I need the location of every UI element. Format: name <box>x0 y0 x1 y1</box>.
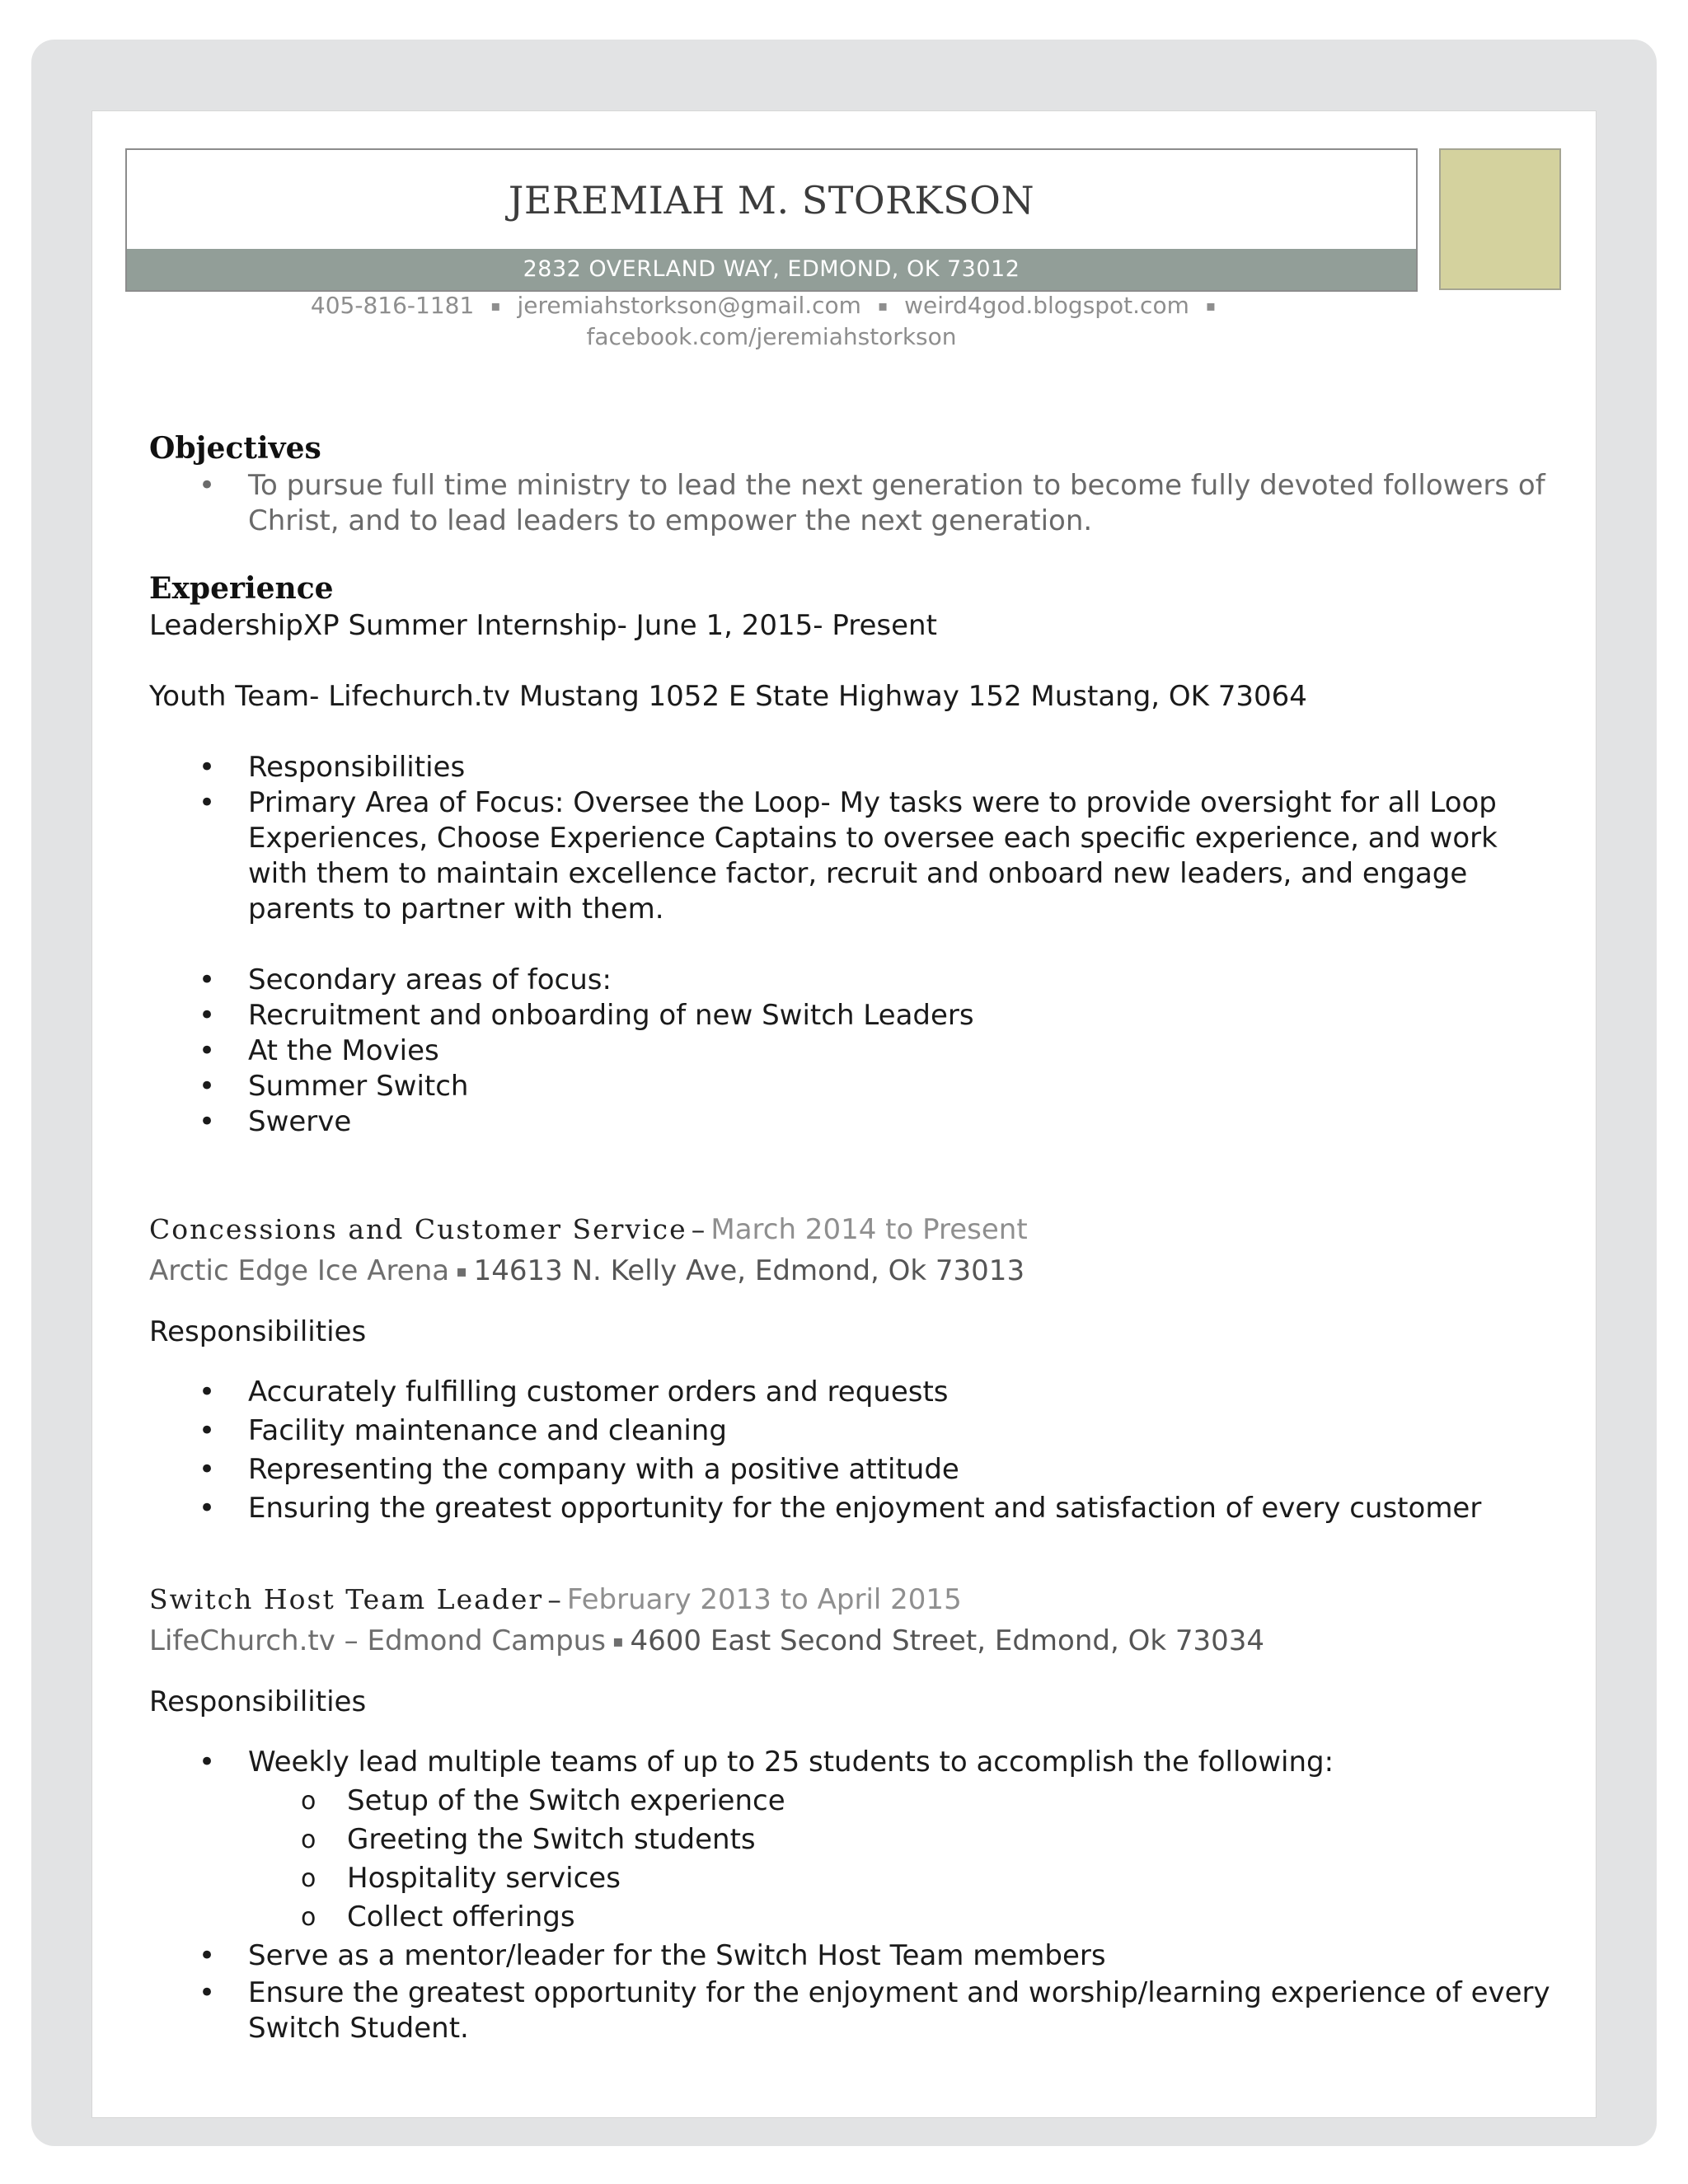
job-header <box>149 1581 1550 1623</box>
experience-heading: Experience <box>149 571 334 606</box>
resume-name: JEREMIAH M. STORKSON <box>508 178 1035 223</box>
separator: ▪ <box>490 298 501 315</box>
list-item: • Representing the company with a positive attitude <box>149 1451 1550 1489</box>
job-title: Concessions and Customer Service <box>149 1213 687 1245</box>
company-address: 4600 East Second Street, Edmond, Ok 73034 <box>630 1624 1265 1657</box>
company-address: 14613 N. Kelly Ave, Edmond, Ok 73013 <box>473 1254 1025 1287</box>
secondary-focus-list <box>149 963 1550 1140</box>
title-dash: – <box>691 1213 707 1245</box>
sub-list-item: o Collect offerings <box>149 1898 1550 1937</box>
list-item: • Accurately fulfilling customer orders and requests <box>149 1373 1550 1412</box>
decorative-square <box>1439 148 1561 290</box>
list-item: • Recruitment and onboarding of new Switch Leaders <box>149 998 1550 1033</box>
company-name: LifeChurch.tv – Edmond Campus <box>149 1624 606 1657</box>
sub-list-item: o Greeting the Switch students <box>149 1821 1550 1859</box>
job-responsibilities <box>149 1373 1550 1528</box>
facebook-link[interactable]: facebook.com/jeremiahstorkson <box>586 323 957 350</box>
job-header <box>149 1211 1550 1253</box>
list-item: • At the Movies <box>149 1033 1550 1069</box>
list-item: • Weekly lead multiple teams of up to 25 students to accomplish the following: <box>149 1743 1550 1782</box>
job-dates: February 2013 to April 2015 <box>566 1583 962 1616</box>
team-line: Youth Team- Lifechurch.tv Mustang 1052 E State Highway 152 Mustang, OK 73064 <box>149 680 1307 713</box>
list-item: • Facility maintenance and cleaning <box>149 1412 1550 1451</box>
list-item: • Secondary areas of focus: <box>149 963 1550 998</box>
list-item: • Ensuring the greatest opportunity for the enjoyment and satisfaction of every customer <box>149 1489 1550 1528</box>
email-link[interactable]: jeremiahstorkson@gmail.com <box>517 292 861 319</box>
list-item: • Responsibilities <box>149 750 1550 785</box>
responsibilities-label: Responsibilities <box>149 1685 367 1718</box>
internship-line: LeadershipXP Summer Internship- June 1, 2015- Present <box>149 609 937 642</box>
separator: ▪ <box>1205 298 1217 315</box>
job-location <box>149 1253 1550 1290</box>
objectives-heading: Objectives <box>149 431 321 466</box>
responsibilities-label: Responsibilities <box>149 1315 367 1348</box>
title-dash: – <box>547 1583 563 1615</box>
contact-line-2 <box>125 321 1418 353</box>
list-item: • Summer Switch <box>149 1069 1550 1104</box>
list-item: • Serve as a mentor/leader for the Switch Host Team members <box>149 1937 1550 1975</box>
job-dates: March 2014 to Present <box>710 1213 1028 1246</box>
job-location <box>149 1623 1550 1660</box>
job-responsibilities <box>149 1743 1550 2046</box>
primary-focus-list <box>149 750 1550 927</box>
contact-line <box>125 290 1418 322</box>
job-title: Switch Host Team Leader <box>149 1583 544 1615</box>
list-item: • To pursue full time ministry to lead the next generation to become fully devoted followers of Christ, and to lead leaders to empower the next generation. <box>149 468 1550 539</box>
phone: 405-816-1181 <box>310 292 475 319</box>
objectives-list <box>149 468 1550 539</box>
blog-link[interactable]: weird4god.blogspot.com <box>904 292 1189 319</box>
separator: ▪ <box>612 1631 624 1651</box>
list-item: • Primary Area of Focus: Oversee the Loop- My tasks were to provide oversight for all Loop Experiences, Choose Experience Captains to oversee each specific experience, and work with them to maintain excellence factor, recruit and onboard new leaders, and engage parents to partner with them. <box>149 785 1550 927</box>
list-item: • Swerve <box>149 1104 1550 1140</box>
sub-list-item: o Hospitality services <box>149 1859 1550 1898</box>
separator: ▪ <box>877 298 889 315</box>
separator: ▪ <box>456 1261 467 1281</box>
resume-content <box>149 429 1550 2046</box>
sub-list-item: o Setup of the Switch experience <box>149 1782 1550 1821</box>
company-name: Arctic Edge Ice Arena <box>149 1254 450 1287</box>
list-item: • Ensure the greatest opportunity for the enjoyment and worship/learning experience of every Switch Student. <box>149 1975 1550 2046</box>
name-header <box>125 148 1418 292</box>
address-bar: 2832 OVERLAND WAY, EDMOND, OK 73012 <box>127 249 1416 290</box>
